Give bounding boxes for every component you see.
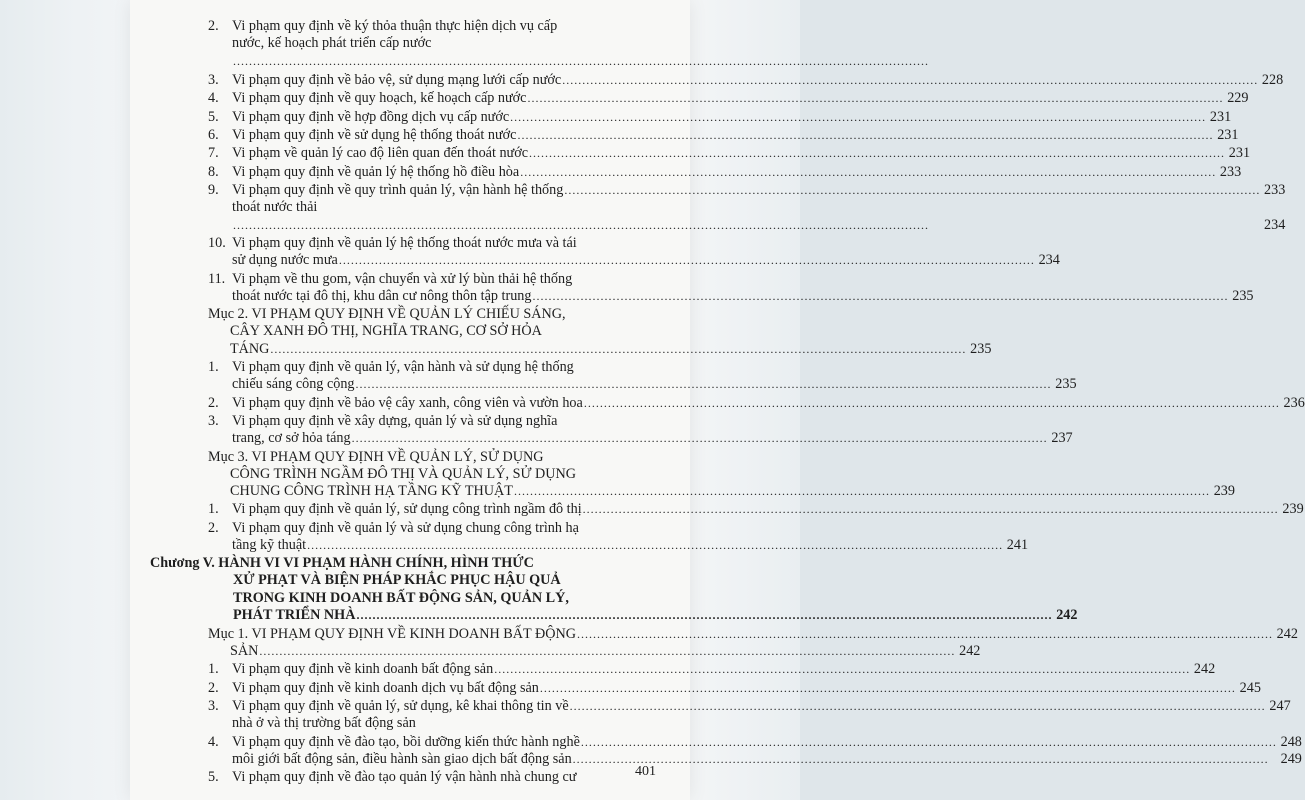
entry-text: Vi phạm về quản lý cao độ liên quan đến thoát nước [232, 145, 529, 162]
toc-entry [150, 519, 1029, 554]
entry-number: 5. [208, 769, 219, 786]
section-title: CÔNG TRÌNH NGẦM ĐÔ THỊ VÀ QUẢN LÝ, SỬ DỤNG [230, 465, 576, 482]
entry-text: Vi phạm quy định về kinh doanh dịch vụ bất động sản [232, 679, 539, 696]
entry-page: 247 [1269, 697, 1291, 714]
entry-number: 3. [208, 71, 219, 88]
section-page: 235 [970, 340, 992, 357]
leader-dots [581, 734, 1277, 751]
toc-entry [150, 358, 1077, 393]
section-title: Mục 3. VI PHẠM QUY ĐỊNH VỀ QUẢN LÝ, SỬ DỤNG [208, 448, 544, 465]
entry-text: Vi phạm quy định về bảo vệ cây xanh, công viên và vườn hoa [232, 394, 583, 411]
entry-text: sử dụng nước mưa [232, 252, 338, 269]
toc-entry [150, 697, 1291, 732]
entry-text: Vi phạm quy định về ký thỏa thuận thực hiện dịch vụ cấp [232, 18, 558, 34]
entry-page: 234 [1038, 252, 1060, 269]
toc-entry [150, 679, 1261, 697]
entry-page: 234 [1264, 216, 1286, 233]
leader-dots [233, 53, 929, 70]
entry-page: 235 [1232, 287, 1254, 304]
entry-text: Vi phạm quy định về sử dụng hệ thống thoát nước [232, 126, 517, 143]
leader-dots [352, 430, 1048, 447]
chapter-page: 242 [1056, 606, 1078, 623]
section-title: CÂY XANH ĐÔ THỊ, NGHĨA TRANG, CƠ SỞ HỎA [230, 323, 542, 340]
entry-text: Vi phạm quy định về quản lý, sử dụng công trình ngầm đô thị [232, 501, 582, 518]
entry-text: Vi phạm quy định về bảo vệ, sử dụng mạng lưới cấp nước [232, 71, 562, 88]
section-page: 239 [1213, 482, 1235, 499]
entry-text: Vi phạm quy định về quản lý hệ thống hồ điều hòa [232, 163, 520, 180]
entry-number: 9. [208, 182, 219, 199]
entry-text: Vi phạm quy định về kinh doanh bất động sản [232, 661, 494, 678]
entry-number: 1. [208, 661, 219, 678]
entry-page: 242 [1193, 661, 1216, 678]
toc-entry [150, 90, 1249, 107]
entry-text: môi giới bất động sản, điều hành sàn giao dịch bất động sản [232, 750, 572, 767]
leader-dots [584, 395, 1280, 412]
leader-dots [270, 341, 966, 358]
entry-page: 228 [1261, 71, 1284, 88]
entry-text: Vi phạm quy định về quản lý, sử dụng, kê khai thông tin về [232, 697, 569, 714]
section-heading [150, 625, 1298, 660]
entry-page: 229 [1227, 90, 1249, 107]
entry-number: 3. [208, 412, 219, 429]
toc-entry [150, 71, 1284, 89]
toc-entry [150, 412, 1073, 447]
book-page [130, 0, 1305, 800]
left-margin [0, 0, 130, 800]
entry-number: 2. [208, 519, 219, 536]
toc-entry [150, 733, 1302, 768]
entry-page: 231 [1228, 145, 1251, 162]
entry-page: 249 [1280, 750, 1302, 767]
chapter-title: Chương V. HÀNH VI VI PHẠM HÀNH CHÍNH, HÌNH THỨC [150, 555, 534, 572]
entry-number: 3. [208, 697, 219, 714]
entry-text: Vi phạm quy định về quy trình quản lý, vận hành hệ thống [232, 182, 564, 199]
leader-dots [517, 127, 1213, 144]
entry-page: 241 [1006, 536, 1029, 553]
toc-entry [150, 145, 1251, 162]
leader-dots [339, 252, 1035, 269]
leader-dots [520, 164, 1216, 181]
entry-text: Vi phạm quy định về hợp đồng dịch vụ cấp nước [232, 108, 510, 125]
chapter-heading [150, 555, 1078, 624]
entry-text: Vi phạm quy định về đào tạo quản lý vận hành nhà chung cư [232, 769, 577, 786]
entry-page: 248 [1280, 733, 1302, 750]
section-title: Mục 2. VI PHẠM QUY ĐỊNH VỀ QUẢN LÝ CHIẾU SÁNG, [208, 306, 566, 323]
entry-text: nước, kế hoạch phát triển cấp nước [232, 35, 432, 52]
chapter-title: TRONG KINH DOANH BẤT ĐỘNG SẢN, QUẢN LÝ, [233, 589, 569, 606]
entry-number: 2. [208, 679, 219, 696]
entry-text: trang, cơ sở hỏa táng [232, 430, 351, 447]
leader-dots [577, 626, 1273, 643]
section-title: TÁNG [230, 340, 270, 357]
section-title: SẢN [230, 642, 259, 659]
entry-text: Vi phạm quy định về đào tạo, bồi dưỡng kiến thức hành nghề [232, 733, 580, 750]
entry-text: thoát nước tại đô thị, khu dân cư nông thôn tập trung [232, 287, 532, 304]
entry-number: 1. [208, 358, 219, 375]
leader-dots [564, 182, 1260, 199]
entry-text: Vi phạm quy định về quản lý và sử dụng chung công trình hạ [232, 519, 579, 536]
entry-text: nhà ở và thị trường bất động sản [232, 715, 416, 732]
leader-dots [233, 217, 1260, 234]
toc-entry [150, 394, 1305, 412]
entry-text: tầng kỹ thuật [232, 536, 307, 553]
leader-dots [573, 751, 1277, 768]
entry-page: 235 [1055, 376, 1077, 393]
section-page: 242 [1276, 625, 1298, 642]
entry-number: 4. [208, 90, 219, 107]
toc-entry [150, 234, 1060, 269]
entry-number: 5. [208, 108, 219, 125]
chapter-title: XỬ PHẠT VÀ BIỆN PHÁP KHẮC PHỤC HẬU QUẢ [233, 572, 561, 589]
leader-dots [527, 90, 1223, 107]
leader-dots [356, 607, 1052, 624]
entry-number: 1. [208, 501, 219, 518]
leader-dots [529, 145, 1225, 162]
entry-page: 231 [1217, 126, 1239, 143]
toc-entry [150, 126, 1239, 144]
toc-entry [150, 769, 660, 786]
entry-page: 239 [1282, 501, 1304, 518]
page-number: 401 [635, 764, 656, 779]
toc-entry [150, 163, 1242, 181]
entry-number: 2. [208, 394, 219, 411]
entry-number: 6. [208, 126, 219, 143]
entry-number: 2. [208, 18, 219, 34]
entry-number: 11. [208, 270, 226, 287]
leader-dots [307, 537, 1003, 554]
leader-dots [494, 661, 1190, 678]
toc-entry [150, 108, 1232, 126]
entry-text: Vi phạm quy định về quy hoạch, kế hoạch cấp nước [232, 90, 527, 107]
leader-dots [540, 680, 1236, 697]
entry-page: 245 [1239, 679, 1261, 696]
entry-number: 10. [208, 234, 226, 251]
leader-dots [570, 698, 1266, 715]
section-title: CHUNG CÔNG TRÌNH HẠ TẦNG KỸ THUẬT [230, 482, 513, 499]
entry-text: Vi phạm quy định về quản lý, vận hành và sử dụng hệ thống [232, 358, 574, 375]
section-page: 242 [959, 642, 981, 659]
leader-dots [259, 643, 955, 660]
leader-dots [514, 483, 1210, 500]
leader-dots [562, 72, 1258, 89]
entry-text: Vi phạm về thu gom, vận chuyển và xử lý bùn thải hệ thống [232, 270, 573, 287]
entry-text: Vi phạm quy định về quản lý hệ thống thoát nước mưa và tái [232, 234, 577, 251]
entry-page: 233 [1264, 182, 1286, 199]
entry-page: 237 [1051, 430, 1073, 447]
entry-number: 8. [208, 163, 219, 180]
entry-page: 233 [1219, 163, 1242, 180]
entry-page: 236 [1283, 394, 1305, 411]
leader-dots [583, 501, 1279, 518]
entry-text: thoát nước thải [232, 199, 318, 216]
section-heading [150, 306, 992, 358]
chapter-title: PHÁT TRIỂN NHÀ [233, 606, 356, 623]
entry-text: Vi phạm quy định về xây dựng, quản lý và sử dụng nghĩa [232, 412, 558, 429]
entry-number: 7. [208, 145, 219, 162]
table-of-contents [150, 18, 1305, 788]
toc-entry [150, 18, 660, 71]
leader-dots [533, 288, 1229, 305]
entry-text: chiếu sáng công cộng [232, 376, 355, 393]
entry-page: 231 [1209, 108, 1232, 125]
leader-dots [356, 376, 1052, 393]
toc-entry [150, 270, 1254, 305]
toc-entry [150, 501, 1304, 518]
toc-entry [150, 661, 1216, 678]
section-title: Mục 1. VI PHẠM QUY ĐỊNH VỀ KINH DOANH BẤT ĐỘNG [208, 625, 576, 642]
leader-dots [510, 109, 1206, 126]
toc-entry [150, 182, 1286, 234]
entry-number: 4. [208, 733, 219, 750]
section-heading [150, 448, 1235, 501]
